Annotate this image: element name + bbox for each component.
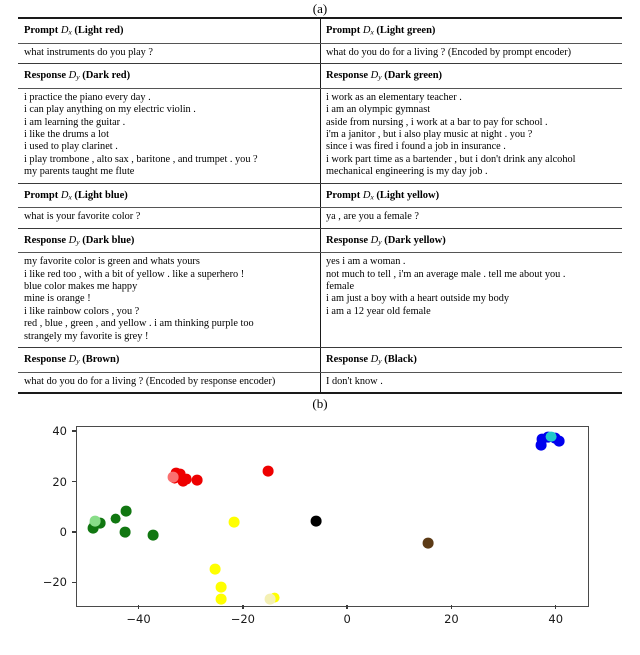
text-line: since i was fired i found a job in insurance . bbox=[326, 141, 506, 153]
data-point bbox=[148, 530, 159, 541]
text-line: mechanical engineering is my day job . bbox=[326, 166, 488, 178]
body-cell-left bbox=[18, 372, 320, 393]
header-subscript: y bbox=[378, 72, 382, 82]
header-role: Response bbox=[24, 234, 67, 246]
body-cell-left bbox=[18, 253, 320, 348]
table-header-row bbox=[18, 183, 622, 208]
text-line: i play trombone , alto sax , baritone , and trumpet . you ? bbox=[24, 153, 258, 165]
data-point bbox=[192, 474, 203, 485]
data-point bbox=[216, 594, 227, 605]
x-axis-tick bbox=[555, 605, 556, 609]
body-cell-right bbox=[320, 88, 622, 183]
header-role: Prompt bbox=[24, 25, 59, 36]
header-subscript: x bbox=[370, 192, 374, 202]
y-axis-tick bbox=[72, 481, 76, 482]
text-line: strangely my favorite is grey ! bbox=[24, 330, 149, 342]
header-symbol: Dy bbox=[68, 354, 80, 366]
text-line: i like the drums a lot bbox=[24, 128, 109, 140]
header-cell-left bbox=[18, 64, 320, 89]
y-axis-tick bbox=[72, 430, 76, 431]
text-line: i work part time as a bartender , but i don't drink any alcohol bbox=[326, 153, 576, 165]
panel-a-table-host bbox=[0, 17, 640, 394]
block-body bbox=[320, 89, 622, 183]
body-cell-right bbox=[320, 43, 622, 63]
block-header bbox=[18, 184, 320, 208]
text-line: i work as an elementary teacher . bbox=[326, 91, 462, 103]
text-line: mine is orange ! bbox=[24, 293, 91, 305]
x-axis-tick-label: −20 bbox=[230, 612, 255, 627]
scatter-plot bbox=[0, 414, 640, 646]
table-header-row bbox=[18, 18, 622, 43]
y-axis-tick-label: 0 bbox=[59, 524, 67, 539]
header-subscript: y bbox=[76, 356, 80, 366]
text-line: female bbox=[326, 281, 355, 293]
header-color-label: (Dark blue) bbox=[82, 234, 135, 246]
text-line: i can play anything on my electric violin . bbox=[24, 104, 196, 116]
header-cell-left bbox=[18, 183, 320, 208]
text-line: not much to tell , i'm an average male . tell me about you . bbox=[326, 268, 566, 280]
header-cell-left bbox=[18, 228, 320, 253]
data-point bbox=[262, 466, 273, 477]
block-body bbox=[18, 208, 320, 227]
text-line: i'm a janitor , but i also play music at night . you ? bbox=[326, 128, 533, 140]
header-symbol: Dx bbox=[362, 25, 374, 37]
data-point bbox=[210, 564, 221, 575]
text-line: i am an olympic gymnast bbox=[326, 104, 431, 116]
header-symbol: Dx bbox=[60, 25, 72, 37]
block-body bbox=[18, 253, 320, 347]
table-body-row bbox=[18, 253, 622, 348]
header-subscript: x bbox=[68, 192, 72, 202]
table-header-row bbox=[18, 64, 622, 89]
data-point bbox=[265, 593, 276, 604]
header-symbol: Dy bbox=[370, 70, 382, 82]
header-cell-right bbox=[320, 228, 622, 253]
x-axis-tick bbox=[451, 605, 452, 609]
panel-a-caption: (a) bbox=[312, 1, 328, 16]
body-cell-left bbox=[18, 43, 320, 63]
body-cell-right bbox=[320, 208, 622, 228]
text-line: what instruments do you play ? bbox=[24, 46, 153, 58]
x-axis-tick bbox=[138, 605, 139, 609]
header-cell-right bbox=[320, 183, 622, 208]
header-color-label: (Light yellow) bbox=[376, 189, 440, 201]
block-header bbox=[18, 229, 320, 253]
block-header bbox=[320, 229, 622, 253]
text-line: i used to play clarinet . bbox=[24, 141, 118, 153]
text-line: i like rainbow colors , you ? bbox=[24, 305, 140, 317]
x-axis-tick-label: 20 bbox=[444, 612, 459, 627]
header-color-label: (Brown) bbox=[82, 354, 120, 366]
header-subscript: x bbox=[68, 27, 72, 37]
header-symbol: Dx bbox=[60, 189, 72, 202]
block-body bbox=[320, 44, 622, 63]
block-header bbox=[320, 19, 622, 43]
block-body bbox=[320, 253, 622, 322]
table-body-row bbox=[18, 372, 622, 393]
text-line: my parents taught me flute bbox=[24, 166, 135, 178]
text-line: ya , are you a female ? bbox=[326, 211, 419, 223]
table-body-row bbox=[18, 43, 622, 63]
text-line: i practice the piano every day . bbox=[24, 91, 151, 103]
header-role: Prompt bbox=[24, 189, 59, 201]
header-color-label: (Light red) bbox=[74, 25, 124, 36]
body-cell-right bbox=[320, 253, 622, 348]
block-header bbox=[320, 348, 622, 372]
plot-area bbox=[76, 426, 589, 607]
x-axis-tick bbox=[346, 605, 347, 609]
x-axis-tick-label: −40 bbox=[126, 612, 151, 627]
header-color-label: (Light blue) bbox=[74, 189, 128, 201]
examples-table bbox=[18, 17, 622, 394]
header-cell-right bbox=[320, 348, 622, 373]
table-body-row bbox=[18, 88, 622, 183]
header-symbol: Dy bbox=[68, 234, 80, 247]
body-cell-left bbox=[18, 88, 320, 183]
text-line: what is your favorite color ? bbox=[24, 211, 141, 223]
x-axis-tick-label: 0 bbox=[343, 612, 351, 627]
data-point bbox=[121, 505, 132, 516]
header-role: Response bbox=[326, 234, 369, 246]
header-symbol: Dy bbox=[68, 70, 80, 82]
data-point bbox=[90, 516, 101, 527]
header-symbol: Dy bbox=[370, 234, 382, 247]
block-body bbox=[18, 89, 320, 183]
header-symbol: Dy bbox=[370, 354, 382, 366]
header-subscript: y bbox=[378, 237, 382, 247]
text-line: i like red too , with a bit of yellow . like a superhero ! bbox=[24, 268, 245, 280]
header-role: Response bbox=[326, 354, 369, 366]
header-color-label: (Dark green) bbox=[384, 70, 443, 82]
block-body bbox=[18, 373, 320, 392]
data-point bbox=[229, 517, 240, 528]
x-axis-tick-label: 40 bbox=[548, 612, 564, 627]
data-point bbox=[120, 527, 131, 538]
header-subscript: y bbox=[378, 356, 382, 366]
block-body bbox=[320, 208, 622, 227]
data-point bbox=[110, 513, 121, 524]
block-header bbox=[320, 184, 622, 208]
header-cell-right bbox=[320, 64, 622, 89]
header-role: Response bbox=[24, 70, 67, 82]
header-color-label: (Dark red) bbox=[82, 70, 131, 82]
header-role: Prompt bbox=[326, 25, 361, 36]
header-role: Prompt bbox=[326, 189, 361, 201]
block-header bbox=[18, 19, 320, 43]
header-subscript: y bbox=[76, 72, 80, 82]
text-line: my favorite color is green and whats yours bbox=[24, 256, 200, 268]
table-header-row bbox=[18, 348, 622, 373]
header-cell-right bbox=[320, 18, 622, 43]
header-subscript: y bbox=[76, 237, 80, 247]
block-body bbox=[18, 44, 320, 63]
text-line: I don't know . bbox=[326, 375, 383, 387]
y-axis-tick-label: 20 bbox=[52, 474, 67, 489]
text-line: i am a 12 year old female bbox=[326, 305, 431, 317]
header-cell-left bbox=[18, 18, 320, 43]
text-line: aside from nursing , i work at a bar to pay for school . bbox=[326, 116, 548, 128]
header-symbol: Dx bbox=[362, 189, 374, 202]
y-axis-tick bbox=[72, 531, 76, 532]
data-point bbox=[310, 515, 321, 526]
data-point bbox=[181, 474, 192, 485]
header-color-label: (Black) bbox=[384, 354, 417, 366]
table-header-row bbox=[18, 228, 622, 253]
y-axis-tick-label: −20 bbox=[42, 575, 67, 590]
text-line: red , blue , green , and yellow . i am thinking purple too bbox=[24, 318, 254, 330]
y-axis-tick-label: 40 bbox=[52, 424, 67, 439]
panel-b-caption: (b) bbox=[312, 396, 328, 412]
header-role: Response bbox=[326, 70, 369, 82]
data-point bbox=[546, 431, 557, 442]
text-line: i am learning the guitar . bbox=[24, 116, 126, 128]
header-role: Response bbox=[24, 354, 67, 366]
text-line: what do you do for a living ? (Encoded by prompt encoder) bbox=[326, 46, 572, 58]
text-line: what do you do for a living ? (Encoded by response encoder) bbox=[24, 375, 276, 387]
table-body-row bbox=[18, 208, 622, 228]
block-header bbox=[320, 64, 622, 88]
y-axis-tick bbox=[72, 582, 76, 583]
body-cell-left bbox=[18, 208, 320, 228]
data-point bbox=[423, 538, 434, 549]
header-color-label: (Light green) bbox=[376, 25, 436, 36]
x-axis-tick bbox=[242, 605, 243, 609]
text-line: blue color makes me happy bbox=[24, 281, 138, 293]
header-color-label: (Dark yellow) bbox=[384, 234, 446, 246]
text-line: yes i am a woman . bbox=[326, 256, 406, 268]
data-point bbox=[168, 471, 179, 482]
block-header bbox=[18, 64, 320, 88]
body-cell-right bbox=[320, 372, 622, 393]
header-subscript: x bbox=[370, 27, 374, 37]
data-point bbox=[216, 582, 227, 593]
header-cell-left bbox=[18, 348, 320, 373]
text-line: i am just a boy with a heart outside my body bbox=[326, 293, 510, 305]
block-header bbox=[18, 348, 320, 372]
block-body bbox=[320, 373, 622, 392]
